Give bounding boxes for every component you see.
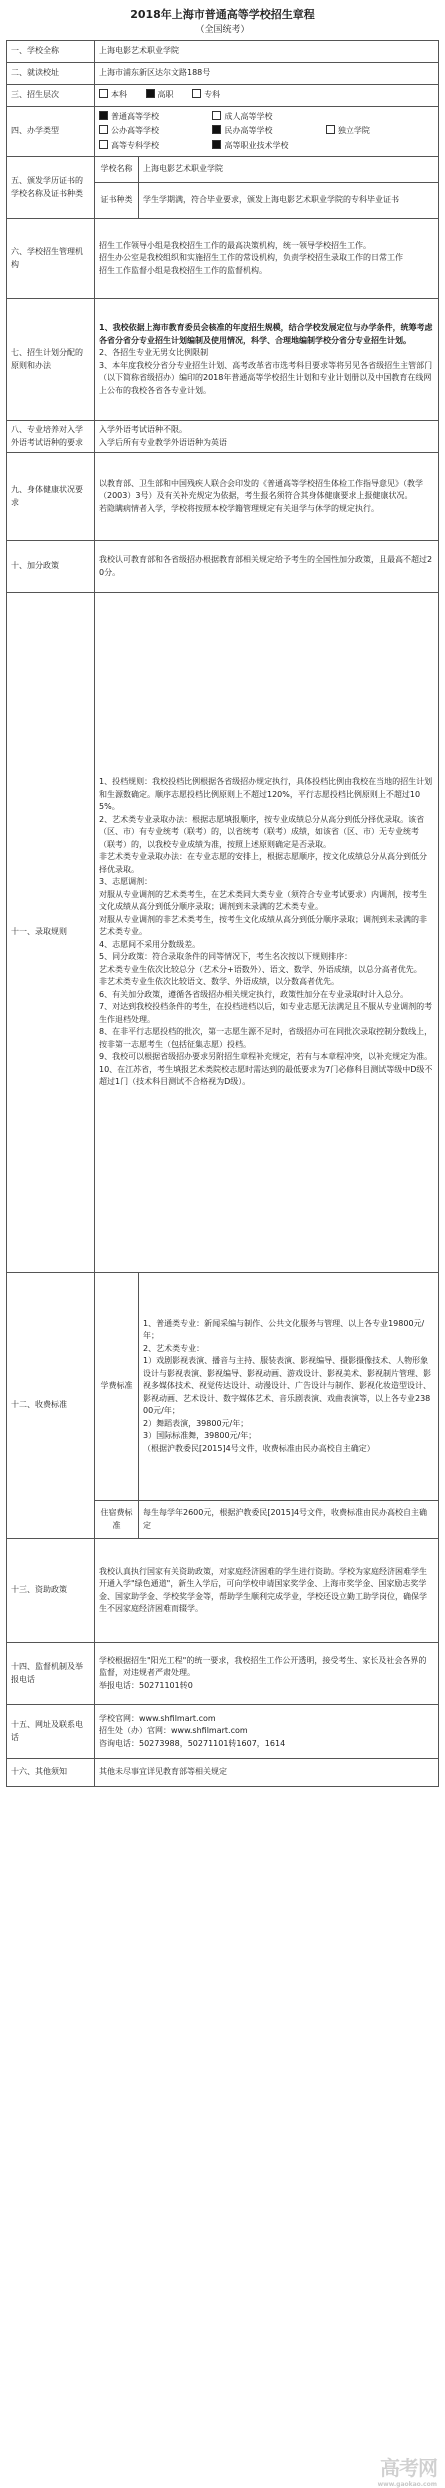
row-label: 一、学校全称	[7, 41, 95, 63]
paragraph: 3）国际标准舞，39800元/年；	[143, 1431, 257, 1441]
row-contact	[7, 1705, 439, 1759]
website-link[interactable]: 学校官网：www.shfilmart.com	[99, 1713, 216, 1723]
option-label: 本科	[111, 90, 127, 100]
site-watermark-logo	[317, 2452, 437, 2488]
admission-rules-text	[95, 593, 439, 1273]
option-item	[99, 111, 212, 124]
paragraph: 举报电话：50271101转0	[99, 1680, 193, 1690]
document-subtitle: （全国统考）	[195, 25, 250, 35]
row-label: 十六、其他须知	[7, 1759, 95, 1787]
paragraph: 以教育部、卫生部和中国残疾人联合会印发的《普通高等学校招生体检工作指导意见》（教学（2003）3号）及有关补充规定为依据，考生报名须符合其身体健康要求上报健康状况。	[99, 478, 423, 501]
option-item	[99, 140, 212, 153]
row-label: 十一、录取规则	[7, 593, 95, 1273]
paragraph: 3、本年度我校分省分专业招生计划、高考改革省市选考科目要求等将另见各省级招生主管部门（以下简称省级招办）编印的2018年普通高等学校招生计划和专业计划册以及中国教育在线网上公布的我校各省各专业计划。	[99, 360, 433, 395]
option-label: 普通高等学校	[111, 111, 159, 121]
financial-aid-text	[95, 1539, 439, 1643]
paragraph: 对服从专业调剂的非艺术类考生，按考生文化成绩从高分到低分顺序录取；调剂到未录满的非艺术类专业。	[99, 914, 427, 937]
paragraph: 1、投档规则：我校投档比例根据各省级招办规定执行，具体投档比例由我校在当地的招生计划和生源数确定。顺序志愿投档比例原则上不超过120%，平行志愿投档比例原则上不超过105%。	[99, 777, 433, 812]
row-label: 二、就读校址	[7, 63, 95, 85]
paragraph: 2、艺术类专业：	[143, 1343, 205, 1353]
sub-label: 学费标准	[95, 1273, 139, 1501]
row-admission-office	[7, 219, 439, 299]
checkbox-icon	[192, 89, 201, 98]
paragraph: 4、志愿间不采用分数级差。	[99, 939, 201, 949]
enrollment-level-options	[95, 85, 439, 107]
paragraph: 5、同分政策：符合录取条件的同等情况下，考生名次按以下规则排序：	[99, 952, 353, 962]
option-item	[146, 89, 174, 102]
option-label: 民办高等学校	[224, 126, 273, 136]
checkbox-checked-icon	[212, 140, 221, 149]
certificate-school-value: 上海电影艺术职业学院	[139, 157, 439, 183]
other-notes-text	[95, 1759, 439, 1787]
sub-label: 学校名称	[95, 157, 139, 183]
certificate-type-value: 学生学期满，符合毕业要求，颁发上海电影艺术职业学院的专科毕业证书	[139, 183, 439, 219]
option-label: 独立学院	[337, 126, 370, 136]
paragraph: 学校根据招生"阳光工程"的统一要求，我校招生工作公开透明，接受考生、家长及社会各界的监督，对违规者严肃处理。	[99, 1655, 427, 1678]
option-item	[192, 89, 220, 102]
paragraph: 10、在江苏省，考生填报艺术类院校志愿时需达到的最低要求为7门必修科目测试等级中D级不超过1门（技术科目测试不合格视为D级）。	[99, 1064, 433, 1087]
admission-charter-table	[6, 40, 439, 1787]
tuition-text	[139, 1273, 439, 1501]
option-label: 公办高等学校	[111, 126, 159, 136]
paragraph: 9、我校可以根据省级招办要求另附招生章程补充规定，若有与本章程冲突，以补充规定为准。	[99, 1052, 433, 1062]
paragraph: 入学后所有专业教学外语语种为英语	[99, 437, 227, 447]
row-certificate-school	[7, 157, 439, 183]
health-requirements-text	[95, 453, 439, 541]
option-item	[99, 89, 127, 102]
paragraph: 3、志愿调剂：	[99, 877, 153, 887]
option-item	[99, 125, 212, 138]
option-label: 专科	[204, 90, 221, 100]
option-label: 高等职业技术学校	[224, 140, 289, 150]
row-label: 四、办学类型	[7, 107, 95, 157]
sub-label: 证书种类	[95, 183, 139, 219]
row-label: 八、专业培养对入学外语考试语种的要求	[7, 421, 95, 453]
checkbox-icon	[99, 89, 108, 98]
row-label: 十、加分政策	[7, 541, 95, 593]
paragraph: 8、在非平行志愿投档的批次，第一志愿生源不足时，省级招办可在同批次录取控制分数线上，按非第一志愿考生（包括征集志愿）投档。	[99, 1027, 433, 1049]
paragraph: 2、各招生专业无男女比例限制	[99, 348, 209, 357]
checkbox-icon	[212, 111, 221, 120]
row-tuition	[7, 1273, 439, 1501]
admission-office-text	[95, 219, 439, 299]
option-item	[212, 111, 325, 124]
row-school-name	[7, 41, 439, 63]
paragraph: 艺术类专业生依次比较总分（艺术分+语数外）、语文、数学、外语成绩，以总分高者优先。	[99, 964, 422, 974]
option-label: 高职	[157, 90, 174, 100]
option-item	[326, 125, 434, 138]
paragraph: 1、我校依据上海市教育委员会核准的年度招生规模，结合学校发展定位与办学条件，统筹考虑各省分省分专业招生计划编制及使用情况，科学、合理地编制学校分省分专业招生计划。	[99, 323, 433, 345]
checkbox-icon	[99, 125, 108, 134]
row-label: 三、招生层次	[7, 85, 95, 107]
row-health-requirements	[7, 453, 439, 541]
paragraph: 其他未尽事宜详见教育部等相关规定	[99, 1767, 227, 1777]
paragraph: 招生工作监督小组是我校招生工作的监督机构。	[99, 265, 267, 275]
paragraph: 我校认真执行国家有关资助政策，对家庭经济困难的学生进行资助。学校为家庭经济困难学生开通入学"绿色通道"，新生入学后，可向学校申请国家奖学金、上海市奖学金、国家励志奖学金、国家助学金、学校奖学金等，帮助学生顺利完成学业，学校还设立勤工助学岗位，确保学生不因家庭经济困难而辍学。	[99, 1566, 427, 1613]
contact-text	[95, 1705, 439, 1759]
paragraph: 招生办公室是我校组织和实施招生工作的常设机构，负责学校招生录取工作的日常工作	[99, 253, 403, 263]
accommodation-value: 每生每学年2600元，根据沪教委民[2015]4号文件，收费标准由民办高校自主确定	[139, 1501, 439, 1539]
row-label: 五、颁发学历证书的学校名称及证书种类	[7, 157, 95, 219]
row-label: 十五、网址及联系电话	[7, 1705, 95, 1759]
row-foreign-language	[7, 421, 439, 453]
paragraph: 若隐瞒病情者入学，学校将按照本校学籍管理规定有关退学与休学的规定执行。	[99, 503, 379, 513]
paragraph: （根据沪教委民[2015]4号文件，收费标准由民办高校自主确定）	[143, 1443, 375, 1453]
row-financial-aid	[7, 1539, 439, 1643]
paragraph: 1、普通类专业：新闻采编与制作、公共文化服务与管理、以上各专业19800元/年；	[143, 1318, 425, 1341]
paragraph: 我校认可教育部和各省级招办根据教育部相关规定给予考生的全国性加分政策，且最高不超过20分。	[99, 555, 433, 577]
document-title: 2018年上海市普通高等学校招生章程	[130, 8, 315, 21]
paragraph: 招生工作领导小组是我校招生工作的最高决策机构，统一领导学校招生工作。	[99, 240, 371, 250]
option-item	[212, 140, 325, 153]
option-item	[212, 125, 325, 138]
paragraph: 1）戏剧影视表演、播音与主持、服装表演、影视编导、摄影摄像技术、人物形象设计与影视表演、影视编导、影视动画、游戏设计、影视美术、影视制片管理、影视多媒体技术、视觉传达设计、动漫设计、广告设计与制作、影视化妆造型设计、影视动画、艺术设计、数字媒体艺术、音乐剧表演、戏曲表演等，以上各专业23800元/年；	[143, 1356, 431, 1416]
checkbox-checked-icon	[212, 125, 221, 134]
paragraph: 6、有关加分政策，遵循各省级招办相关规定执行，政策性加分在专业录取时计入总分。	[99, 989, 409, 999]
checkbox-icon	[326, 125, 335, 134]
checkbox-icon	[99, 140, 108, 149]
row-label: 六、学校招生管理机构	[7, 219, 95, 299]
bonus-policy-text	[95, 541, 439, 593]
row-label: 十二、收费标准	[7, 1273, 95, 1539]
plan-principles-text	[95, 299, 439, 421]
school-type-options	[95, 107, 439, 157]
option-label: 成人高等学校	[224, 111, 273, 121]
sub-label: 住宿费标准	[95, 1501, 139, 1539]
row-plan-principles	[7, 299, 439, 421]
paragraph: 对服从专业调剂的艺术类考生，在艺术类同大类专业（须符合专业考试要求）内调剂，按考生文化成绩从高分到低分顺序录取；调剂到未录满的艺术类专业。	[99, 889, 427, 912]
phone-numbers: 咨询电话：50273988，50271101转1607，1614	[99, 1738, 286, 1748]
paragraph: 7、对达到我校投档条件的考生，在投档进档以后，如专业志愿无法满足且不服从专业调剂的考生作退档处理。	[99, 1002, 433, 1024]
row-campus-address	[7, 63, 439, 85]
option-label: 高等专科学校	[111, 140, 159, 150]
row-label: 七、招生计划分配的原则和办法	[7, 299, 95, 421]
paragraph: 入学外语考试语种不限。	[99, 425, 187, 434]
row-enrollment-level	[7, 85, 439, 107]
paragraph: 非艺术类专业生依次比较语文、数学、外语成绩，以分数高者优先。	[99, 977, 339, 987]
paragraph: 2、艺术类专业录取办法：根据志愿填报顺序，按专业成绩总分从高分到低分择优录取。该省（区、市）有专业统考（联考）的，以省统考（联考）成绩，如该省（区、市）无专业统考（联考）的，以我校专业成绩为准，按照上述原则确定是否录取。	[99, 814, 425, 849]
row-other-notes	[7, 1759, 439, 1787]
row-label: 九、身体健康状况要求	[7, 453, 95, 541]
checkbox-checked-icon	[146, 89, 155, 98]
admissions-website-link[interactable]: 招生处（办）官网：www.shfilmart.com	[99, 1726, 248, 1736]
row-admission-rules	[7, 593, 439, 1273]
watermark-url: www.gaokao.com	[377, 2481, 437, 2488]
paragraph: 2）舞蹈表演，39800元/年；	[143, 1418, 249, 1428]
school-name-value: 上海电影艺术职业学院	[95, 41, 439, 63]
watermark-text: 高考网	[380, 2456, 437, 2480]
supervision-text	[95, 1643, 439, 1705]
foreign-language-text	[95, 421, 439, 453]
checkbox-checked-icon	[99, 111, 108, 120]
row-label: 十四、监督机制及举报电话	[7, 1643, 95, 1705]
paragraph: 非艺术类专业录取办法：在专业志愿的安排上，根据志愿顺序，按文化成绩总分从高分到低分择优录取。	[99, 852, 427, 874]
row-supervision	[7, 1643, 439, 1705]
campus-address-value: 上海市浦东新区达尔文路188号	[95, 63, 439, 85]
row-bonus-policy	[7, 541, 439, 593]
row-school-type	[7, 107, 439, 157]
row-label: 十三、资助政策	[7, 1539, 95, 1643]
